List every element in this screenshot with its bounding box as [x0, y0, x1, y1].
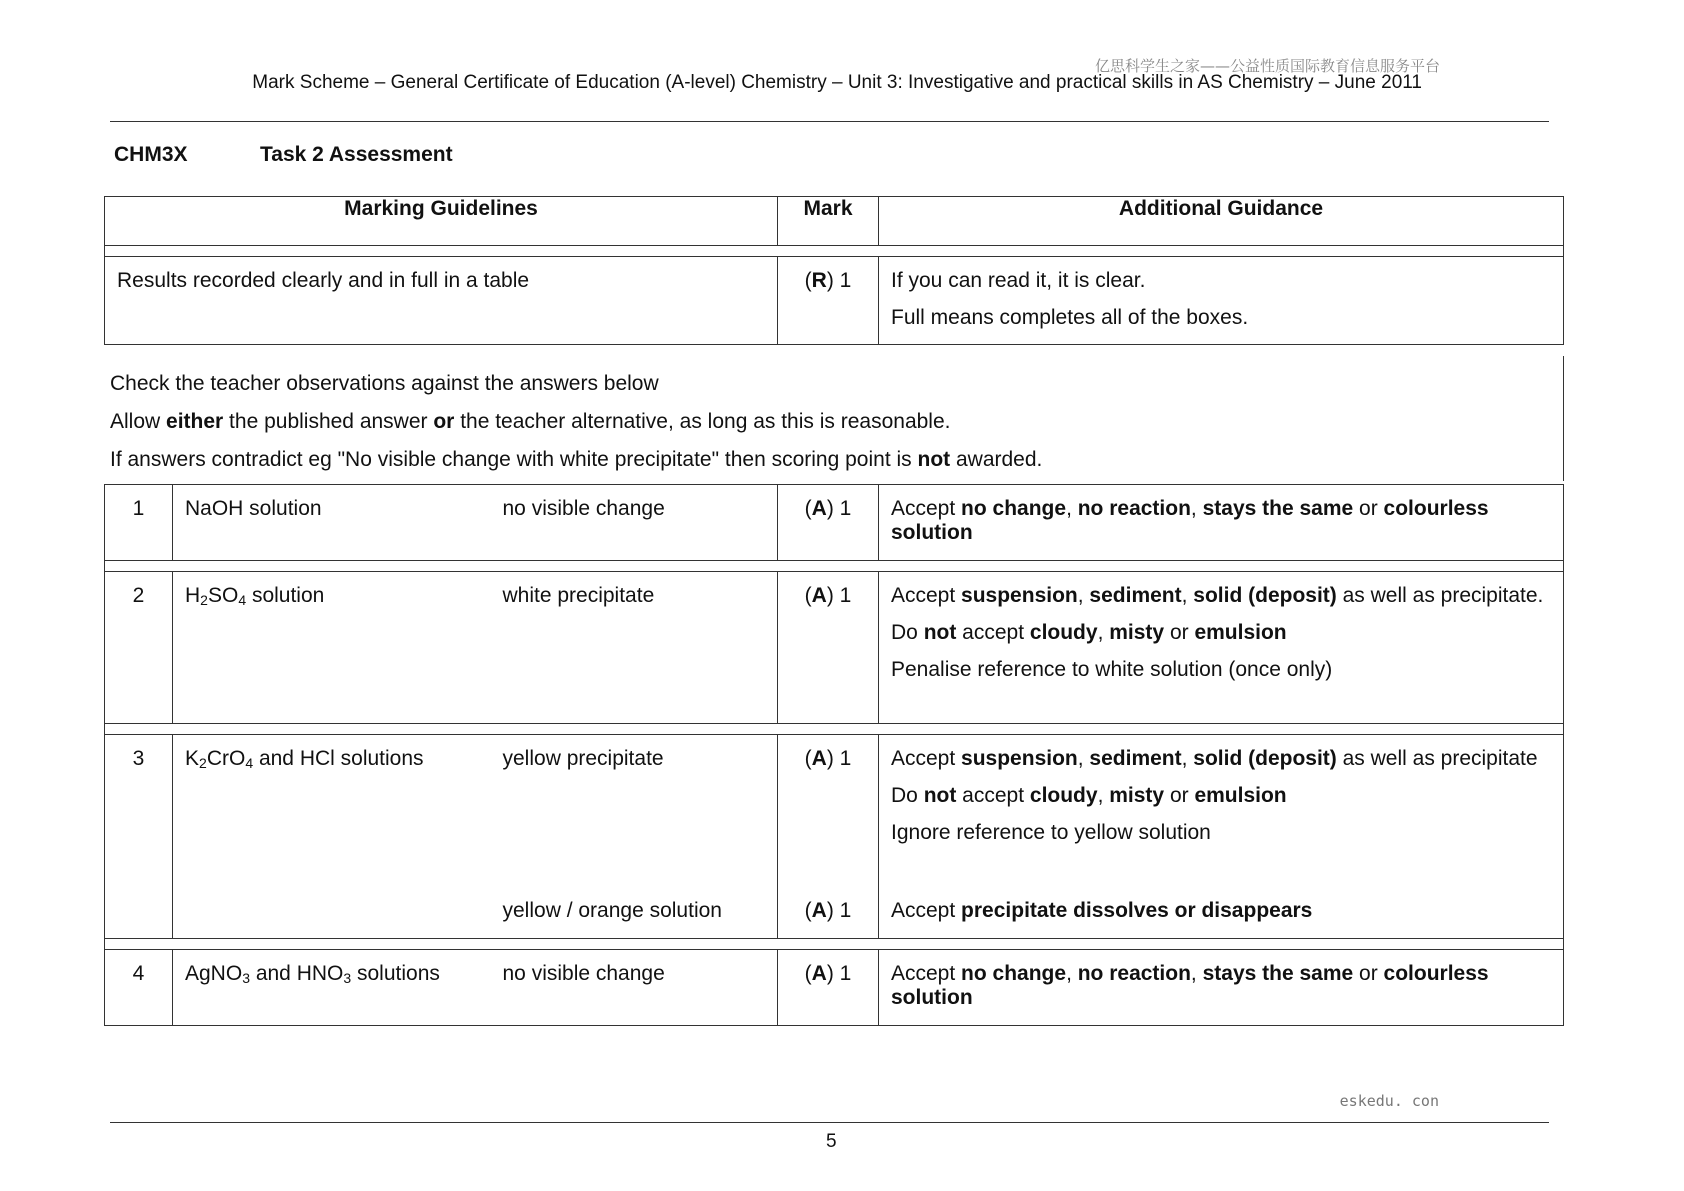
guidance-2: Accept precipitate dissolves or disappears	[891, 899, 1313, 922]
results-mark: (R) 1	[804, 269, 852, 292]
row-number: 1	[132, 497, 145, 520]
page-number: 5	[826, 1131, 837, 1152]
guidance: Ignore reference to yellow solution	[891, 821, 1211, 844]
task-title: Task 2 Assessment	[260, 143, 453, 166]
mark-2: (A) 1	[804, 899, 852, 922]
watermark-bottom: eskedu. con	[1339, 1092, 1439, 1110]
header-marking-guidelines: Marking Guidelines	[105, 197, 778, 246]
unit-code: CHM3X	[114, 143, 188, 166]
mark: (A) 1	[804, 584, 852, 607]
observations-table	[104, 484, 1564, 1026]
table-row	[105, 572, 1564, 724]
results-guidance-2: Full means completes all of the boxes.	[891, 306, 1249, 329]
guidance: Penalise reference to white solution (once only)	[891, 658, 1333, 681]
observation: white precipitate	[502, 584, 655, 607]
results-guidance-1: If you can read it, it is clear.	[891, 269, 1146, 292]
header-mark: Mark	[778, 197, 879, 246]
reagent: NaOH solution	[185, 497, 322, 520]
observation: yellow precipitate	[502, 747, 664, 770]
observation: no visible change	[502, 962, 665, 985]
guidance: Do not accept cloudy, misty or emulsion	[891, 621, 1287, 644]
table-header-row	[105, 197, 1564, 246]
row-number: 2	[132, 584, 145, 607]
row-number: 4	[132, 962, 145, 985]
guidance: Do not accept cloudy, misty or emulsion	[891, 784, 1287, 807]
header-additional-guidance: Additional Guidance	[879, 197, 1564, 246]
guidelines-table-top	[104, 196, 1564, 345]
reagent: $H_2SO_4$ solution	[185, 584, 325, 608]
results-text: Results recorded clearly and in full in a table	[117, 269, 530, 292]
reagent: AgNO$_3$ and $HNO_3$ solutions	[185, 962, 440, 986]
reagent: $K_2CrO_4$ and HCl solutions	[185, 747, 424, 771]
observation: no visible change	[502, 497, 665, 520]
guidance: Accept suspension, sediment, solid (deposit) as well as precipitate	[891, 747, 1538, 770]
watermark-top: 亿思科学生之家——公益性质国际教育信息服务平台	[1094, 57, 1440, 75]
guidance: Accept suspension, sediment, solid (deposit) as well as precipitate.	[891, 584, 1544, 607]
guidance: Accept no change, no reaction, stays the same or colourless solution	[891, 962, 1489, 1009]
instruction-line-3: If answers contradict eg "No visible change with white precipitate" then scoring point is not awarded.	[110, 448, 1043, 471]
table-row	[105, 950, 1564, 1026]
mark: (A) 1	[804, 747, 852, 770]
table-row	[105, 735, 1564, 939]
table-row	[105, 485, 1564, 561]
instruction-line-1: Check the teacher observations against the answers below	[110, 372, 659, 395]
mark: (A) 1	[804, 962, 852, 985]
running-header: Mark Scheme – General Certificate of Education (A-level) Chemistry – Unit 3: Investigative and practical skills in AS Chemistry – June 2011	[252, 72, 1422, 93]
results-row	[105, 257, 1564, 345]
footer-rule	[110, 1122, 1549, 1123]
observation-2: yellow / orange solution	[502, 899, 722, 922]
instruction-line-2: Allow either the published answer or the teacher alternative, as long as this is reasonable.	[110, 410, 951, 433]
header-rule	[110, 121, 1549, 122]
guidance: Accept no change, no reaction, stays the same or colourless solution	[891, 497, 1489, 544]
mark: (A) 1	[804, 497, 852, 520]
row-number: 3	[132, 747, 145, 770]
